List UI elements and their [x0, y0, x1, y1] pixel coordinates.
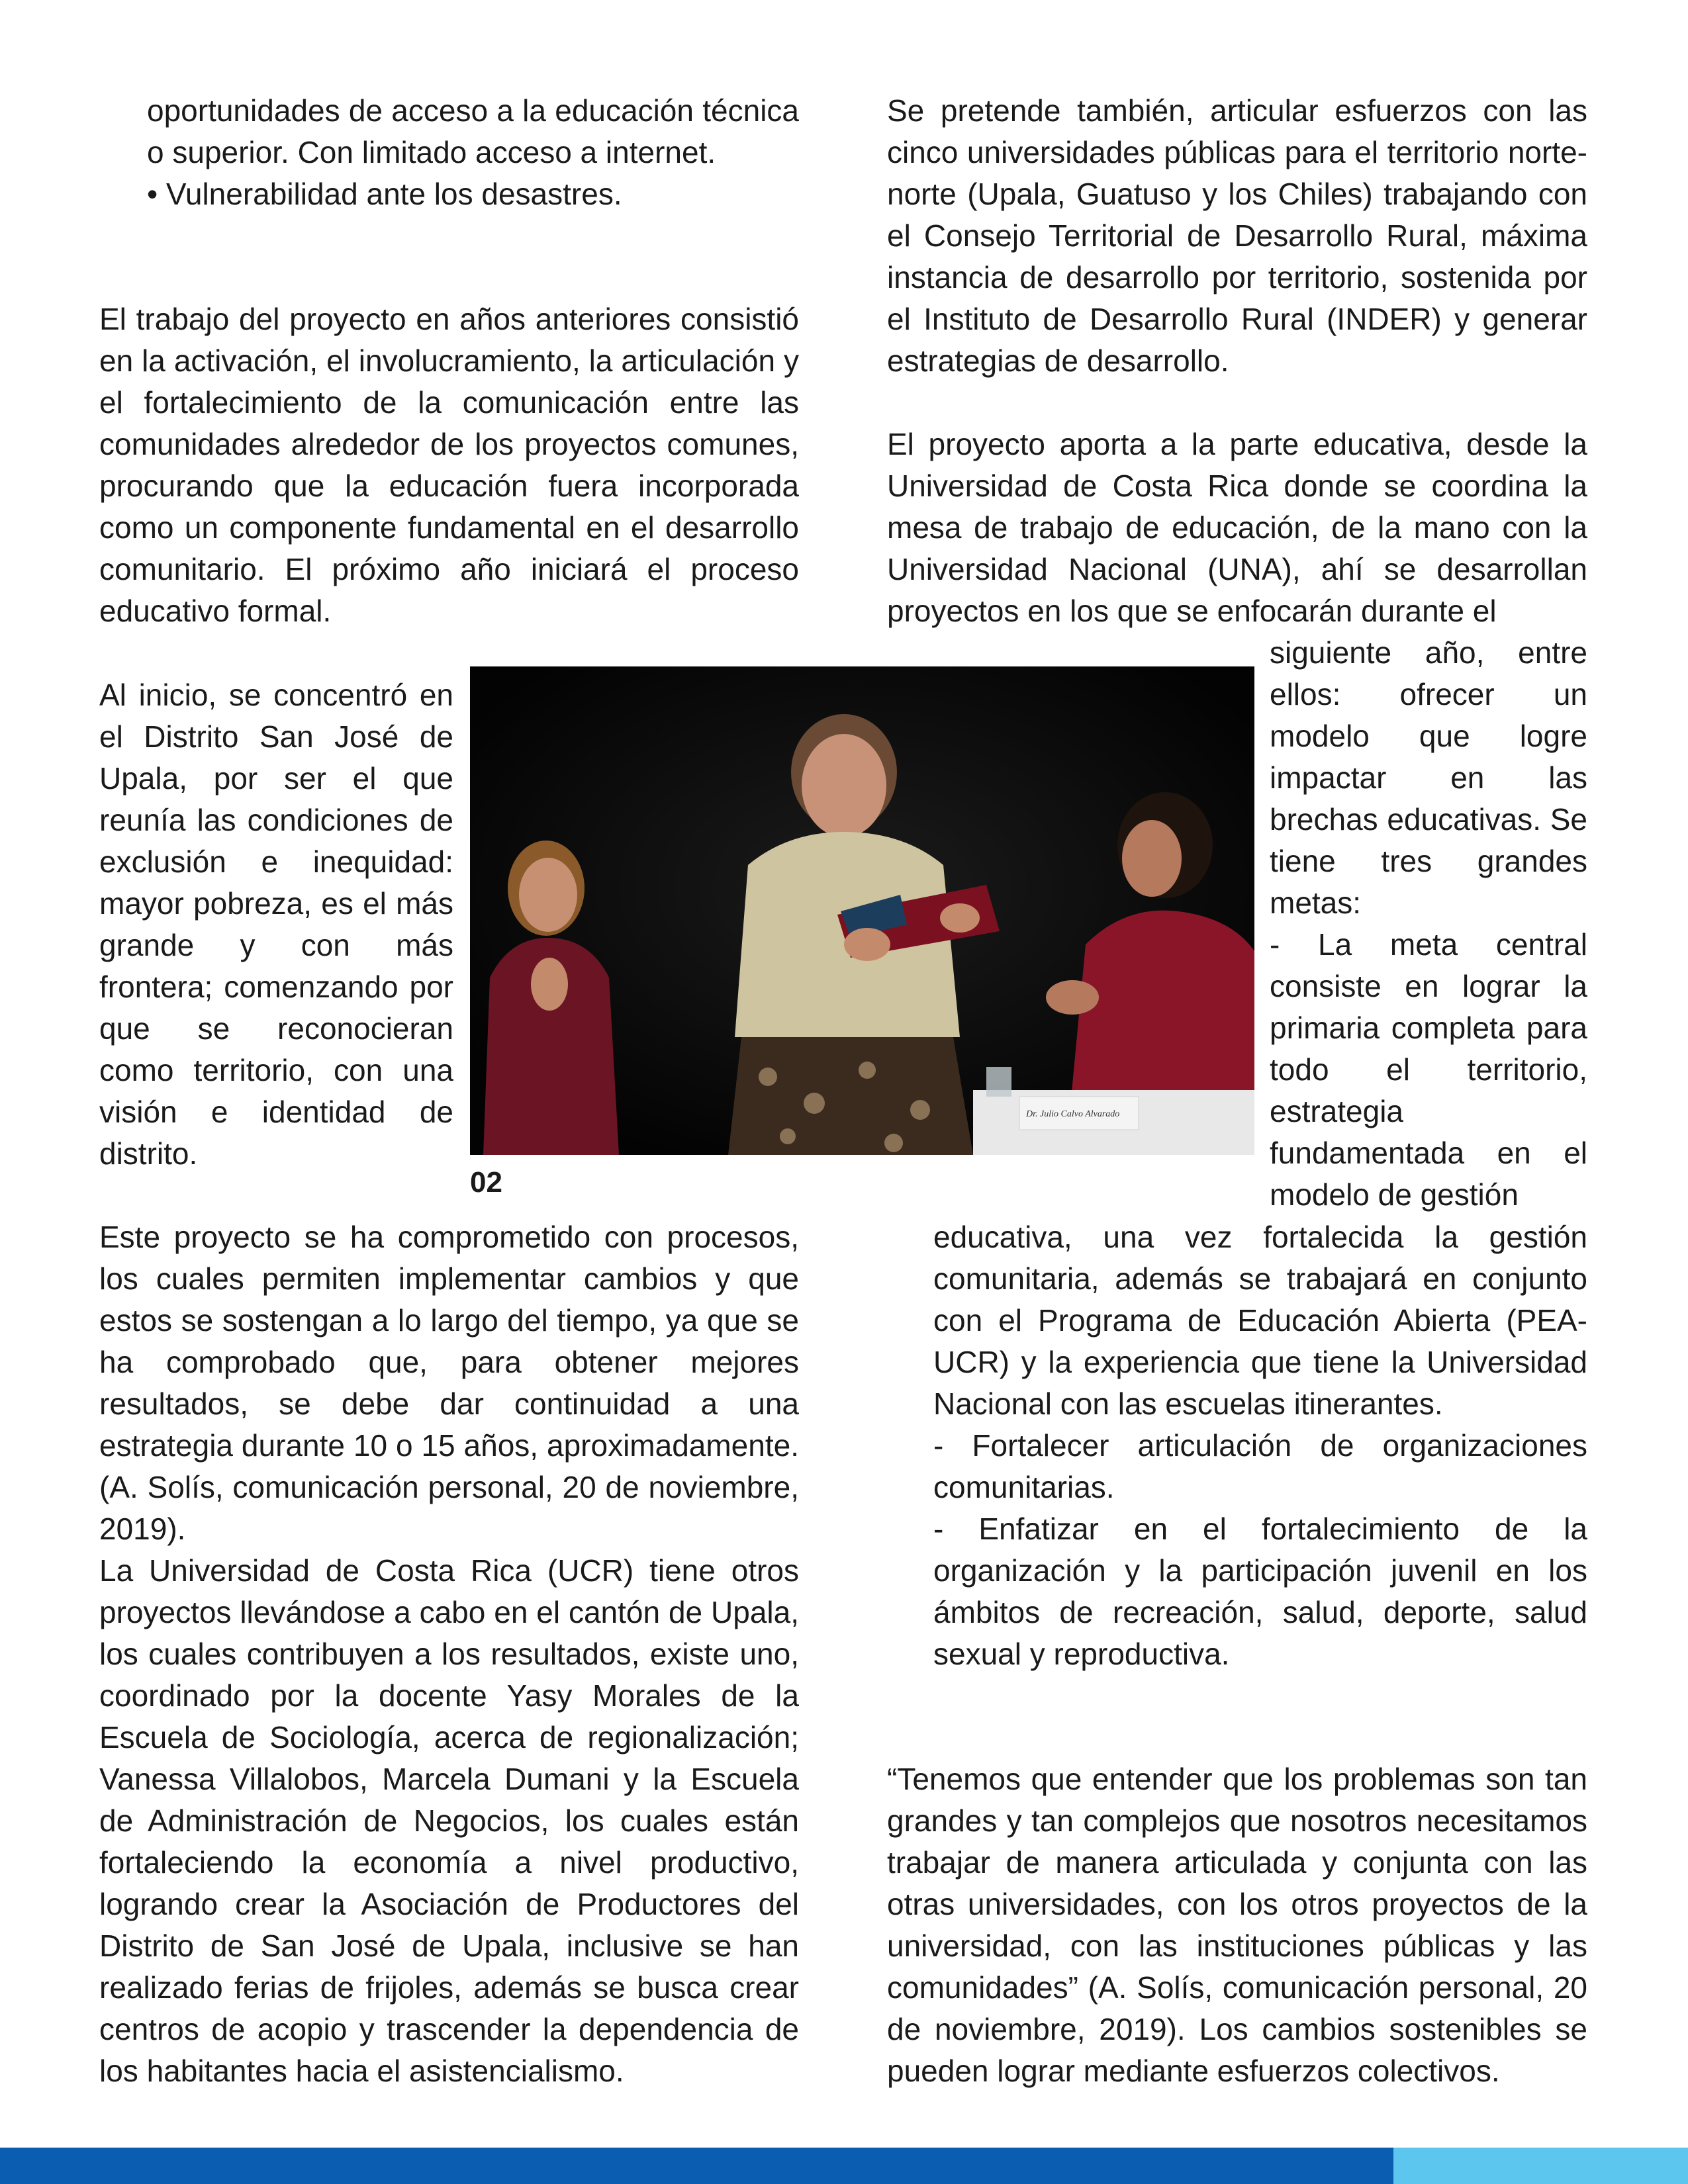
paragraph-text: El proyecto aporta a la parte educativa, desde la Universidad de Costa Rica donde se coordina la mesa de trabajo de educación, de la mano con la Universidad Nacional (UNA), ahí se desarrollan proyectos en los que se enfocarán durante el [887, 427, 1587, 628]
left-paragraph-processes [99, 1216, 799, 1550]
right-paragraph-universities [887, 90, 1587, 382]
right-quote-paragraph [887, 1758, 1587, 2092]
quote-text: “Tenemos que entender que los problemas son tan grandes y tan complejos que nosotros necesitamos trabajar de manera articulada y conjunta con las otras universidades, con los otros proyectos de la universidad, con las instituciones públicas y las comunidades” (A. Solís, comunicación personal, 20 de noviembre, 2019). Los cambios sostenibles se pueden lograr mediante esfuerzos colectivos. [887, 1762, 1587, 2088]
left-paragraph-district [99, 674, 453, 1175]
nameplate-text: Dr. Julio Calvo Alvarado [1026, 1109, 1120, 1119]
footer-color-bar [0, 2148, 1688, 2184]
meta-central-rest: educativa, una vez fortalecida la gestión comunitaria, además se trabajará en conjunto con el Programa de Educación Abierta (PEA-UCR) y la experiencia que tiene la Universidad Nacional con las escuelas itinerantes. [933, 1220, 1587, 1421]
paragraph-text: Este proyecto se ha comprometido con procesos, los cuales permiten implementar cambios y que estos se sostengan a lo largo del tiempo, ya que se ha comprobado que, para obtener mejores resultados, se debe dar continuidad a una estrategia durante 10 o 15 años, aproximadamente. (A. Solís, comunicación personal, 20 de noviembre, 2019). [99, 1220, 799, 1546]
intro-line-vulnerability: • Vulnerabilidad ante los desastres. [147, 177, 622, 211]
paragraph-text: siguiente año, entre ellos: ofrecer un modelo que logre impactar en las brechas educativas. Se tiene tres grandes metas: [1270, 635, 1587, 920]
intro-line-access: oportunidades de acceso a la educación técnica o superior. Con limitado acceso a internet. [147, 93, 799, 169]
ceremony-photo [470, 666, 1254, 1155]
left-paragraph-ucr-projects [99, 1550, 799, 2092]
paragraph-text: El trabajo del proyecto en años anteriores consistió en la activación, el involucramiento, la articulación y el fortalecimiento de la comunicación entre las comunidades alrededor de los proyectos comunes, procurando que la educación fuera incorporada como un componente fundamental en el desarrollo comunitario. El próximo año iniciará el proceso educativo formal. [99, 302, 799, 628]
right-goals-block [933, 1216, 1587, 1675]
meta-central-start: - La meta central consiste en lograr la primaria completa para todo el territorio, estrategia fundamentada en el modelo de gestión [1270, 927, 1587, 1212]
photo-number-label: 02 [470, 1166, 502, 1199]
right-paragraph-educational-top [887, 424, 1587, 632]
meta-enfatizar: - Enfatizar en el fortalecimiento de la organización y la participación juvenil en los ámbitos de recreación, salud, deporte, salud sexual y reproductiva. [933, 1512, 1587, 1671]
right-paragraph-educational-side [1270, 632, 1587, 1216]
footer-bar-light [1393, 2148, 1688, 2184]
left-intro-block [147, 90, 799, 215]
paragraph-text: Al inicio, se concentró en el Distrito San José de Upala, por ser el que reunía las condiciones de exclusión e inequidad: mayor pobreza, es el más grande y con más frontera; comenzando por que se reconocieran como territorio, con una visión e identidad de distrito. [99, 678, 453, 1171]
ceremony-photo-illustration [470, 666, 1254, 1155]
left-paragraph-previous-work [99, 298, 799, 632]
footer-bar-dark [0, 2148, 1393, 2184]
meta-fortalecer: - Fortalecer articulación de organizaciones comunitarias. [933, 1428, 1587, 1504]
paragraph-text: Se pretende también, articular esfuerzos con las cinco universidades públicas para el territorio norte-norte (Upala, Guatuso y los Chiles) trabajando con el Consejo Territorial de Desarrollo Rural, máxima instancia de desarrollo por territorio, sostenida por el Instituto de Desarrollo Rural (INDER) y generar estrategias de desarrollo. [887, 93, 1587, 378]
water-glass [986, 1067, 1011, 1097]
paragraph-text: La Universidad de Costa Rica (UCR) tiene otros proyectos llevándose a cabo en el cantón de Upala, los cuales contribuyen a los resultados, existe uno, coordinado por la docente Yasy Morales de la Escuela de Sociología, acerca de regionalización; Vanessa Villalobos, Marcela Dumani y la Escuela de Administración de Negocios, los cuales están fortaleciendo la economía a nivel productivo, logrando crear la Asociación de Productores del Distrito de San José de Upala, inclusive se han realizado ferias de frijoles, además se busca crear centros de acopio y trascender la dependencia de los habitantes hacia el asistencialismo. [99, 1553, 799, 2088]
